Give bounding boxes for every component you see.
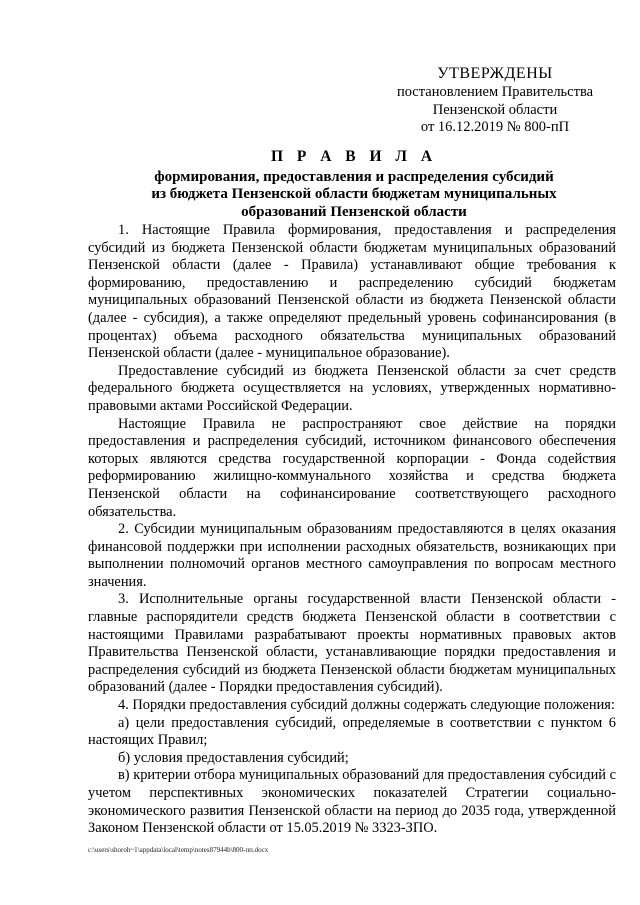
title-line-2: из бюджета Пензенской области бюджетам муниципальных [151,186,557,202]
paragraph: в) критерии отбора муниципальных образований для предоставления субсидий с учетом перспективных экономических показателей Стратегии социально-экономического развития Пензенской области на период до 2035 года, утвержденной Законом Пензенской области от 15.05.2019 № 3323-ЗПО. [88,767,616,837]
file-path-footer: c:\users\shoroh~1\appdata\local\temp\notes87944b\800-пп.docx [88,846,269,854]
paragraph: 4. Порядки предоставления субсидий должны содержать следующие положения: [118,697,615,714]
document-body [88,222,616,838]
approval-line-3: от 16.12.2019 № 800-пП [420,119,570,135]
approval-line-2: Пензенской области [432,101,558,118]
paragraph: 3. Исполнительные органы государственной власти Пензенской области - главные распорядители средств бюджета Пензенской области в соответствии с настоящими Правилами разрабатывают проекты нормативных правовых актов Правительства Пензенской области, устанавливающие порядки предоставления и распределения субсидий из бюджета Пензенской области бюджетам муниципальных образований (далее - Порядки предоставления субсидий). [88,591,616,696]
document-title [80,148,628,221]
paragraph: а) цели предоставления субсидий, определяемые в соответствии с пунктом 6 настоящих Правил; [88,714,616,749]
paragraph: б) условия предоставления субсидий; [118,749,349,766]
title-line-3: образований Пензенской области [241,203,467,220]
paragraph: 1. Настоящие Правила формирования, предоставления и распределения субсидий из бюджета Пензенской области бюджетам муниципальных образований Пензенской области (далее - Правила) устанавливают общие требования к формированию, предоставлению и распределению субсидий бюджетам муниципальных образований Пензенской области из бюджета Пензенской области (далее - субсидия), а также определяют предельный уровень софинансирования (в процентах) объема расходного обязательства муниципальных образований Пензенской области (далее - муниципальное образование). [88,222,616,362]
title-main: П Р А В И Л А [270,148,438,165]
paragraph: 2. Субсидии муниципальным образованиям предоставляются в целях оказания финансовой поддержки при исполнении расходных обязательств, возникающих при выполнении полномочий органов местного самоуправления по вопросам местного значения. [88,521,616,590]
paragraph: Предоставление субсидий из бюджета Пензенской области за счет средств федерального бюджета осуществляется на условиях, утвержденных нормативно-правовыми актами Российской Федерации. [88,362,616,414]
paragraph: Настоящие Правила не распространяют свое действие на порядки предоставления и распределения субсидий, источником финансового обеспечения которых являются средства государственной корпорации - Фонда содействия реформированию жилищно-коммунального хозяйства и средства бюджета Пензенской области на софинансирование соответствующего расходного обязательства. [88,415,616,520]
approval-heading: УТВЕРЖДЕНЫ [437,65,553,82]
approval-line-1: постановлением Правительства [396,84,594,100]
title-line-1: формирования, предоставления и распределения субсидий [154,168,554,185]
approval-block [380,64,610,137]
